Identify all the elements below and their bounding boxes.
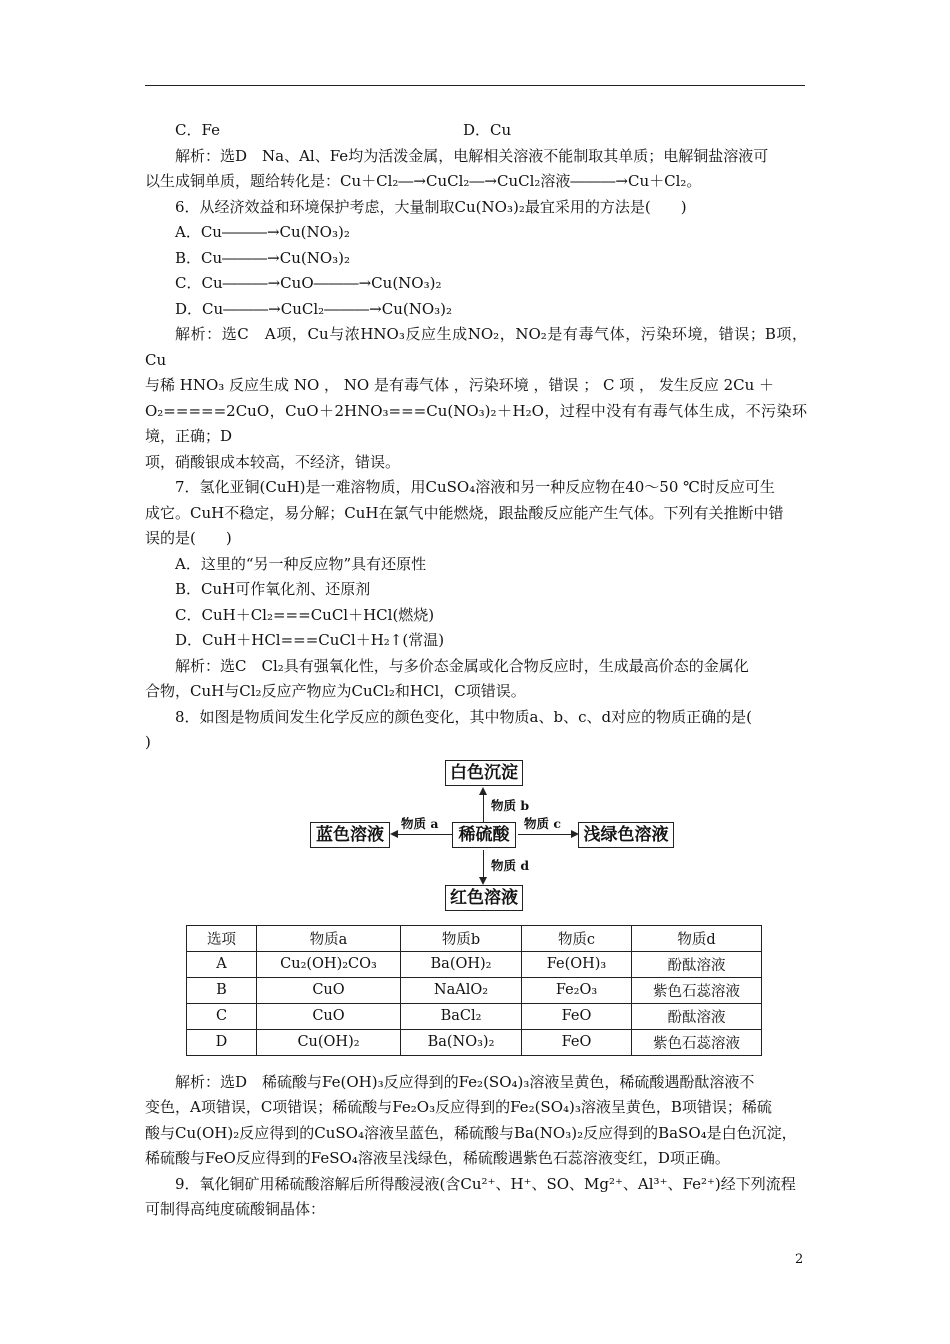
q5-analysis-line: 以生成铜单质，题给转化是：Cu＋Cl₂―→CuCl₂―→CuCl₂溶液―――→Cu＋Cl₂。: [145, 172, 702, 190]
arrow-c-head: [571, 830, 579, 838]
q7-stem-line: 误的是( ): [145, 529, 232, 547]
label-c: 物质 c: [524, 815, 561, 831]
table-cell: CuO: [257, 1003, 401, 1029]
table-cell: Fe₂O₃: [522, 977, 632, 1003]
q8-analysis-line: 稀硫酸与FeO反应得到的FeSO₄溶液呈浅绿色，稀硫酸遇紫色石蕊溶液变红，D项正确。: [145, 1149, 730, 1167]
q6-option-c: C．Cu―――→CuO―――→Cu(NO₃)₂: [175, 274, 442, 292]
table-cell: FeO: [522, 1029, 632, 1055]
table-cell: 酚酞溶液: [632, 951, 762, 977]
q7-option-a: A．这里的“另一种反应物”具有还原性: [175, 554, 427, 573]
label-d: 物质 d: [491, 857, 530, 873]
arrow-a-head: [390, 830, 398, 838]
table-cell: FeO: [522, 1003, 632, 1029]
table-cell: B: [187, 977, 257, 1003]
table-row: [187, 1029, 762, 1055]
label-a: 物质 a: [401, 815, 439, 831]
table-header: 选项: [187, 925, 257, 951]
q7-option-d: D．CuH＋HCl===CuCl＋H₂↑(常温): [175, 631, 445, 649]
box-light-green-solution: 浅绿色溶液: [578, 822, 674, 848]
table-cell: D: [187, 1029, 257, 1055]
q8-analysis-line: 变色，A项错误，C项错误；稀硫酸与Fe₂O₃反应得到的Fe₂(SO₄)₃溶液呈黄色，B项错误；稀硫: [145, 1098, 772, 1116]
table-cell: Fe(OH)₃: [522, 951, 632, 977]
q7-option-c: C．CuH＋Cl₂===CuCl＋HCl(燃烧): [175, 605, 435, 624]
q7-option-b: B．CuH可作氧化剂、还原剂: [175, 580, 371, 598]
q8-options-table: [186, 925, 762, 1056]
header-rule: [145, 85, 805, 86]
table-header: 物质c: [522, 925, 632, 951]
q6-option-d: D．Cu―――→CuCl₂―――→Cu(NO₃)₂: [175, 299, 453, 318]
box-white-precipitate: 白色沉淀: [445, 760, 523, 786]
table-cell: 紫色石蕊溶液: [632, 1029, 762, 1055]
table-cell: Cu(OH)₂: [257, 1029, 401, 1055]
arrow-b-head: [479, 787, 487, 795]
q8-stem-line: ): [145, 733, 151, 751]
q6-stem: 6．从经济效益和环境保护考虑，大量制取Cu(NO₃)₂最宜采用的方法是( ): [175, 197, 687, 216]
box-dilute-sulfuric-acid: 稀硫酸: [452, 822, 516, 848]
q9-stem-line: 可制得高纯度硫酸铜晶体：: [145, 1200, 326, 1218]
table-cell: 紫色石蕊溶液: [632, 977, 762, 1003]
page-content: [145, 118, 807, 1223]
arrow-b-line: [483, 791, 484, 822]
label-b: 物质 b: [491, 797, 530, 813]
q6-analysis-line: 与稀 HNO₃ 反应生成 NO ， NO 是有毒气体 ，污染环境 ，错误 ； C 项 ， 发生反应 2Cu ＋: [145, 376, 775, 394]
table-header: 物质d: [632, 925, 762, 951]
table-row: [187, 1003, 762, 1029]
table-header-row: [187, 925, 762, 951]
table-cell: C: [187, 1003, 257, 1029]
arrow-d-head: [479, 877, 487, 885]
q5-options-row: [145, 118, 807, 144]
q7-stem-line: 成它。CuH不稳定，易分解；CuH在氯气中能燃烧，跟盐酸反应能产生气体。下列有关推断中错: [145, 503, 784, 522]
q9-stem-line: 9．氧化铜矿用稀硫酸溶解后所得酸浸液(含Cu²⁺、H⁺、SO、Mg²⁺、Al³⁺、Fe²⁺)经下列流程: [175, 1174, 796, 1193]
table-cell: BaCl₂: [401, 1003, 522, 1029]
table-cell: Ba(NO₃)₂: [401, 1029, 522, 1055]
q5-option-d: D．Cu: [463, 121, 512, 139]
q6-analysis-line: 项，硝酸银成本较高，不经济，错误。: [145, 452, 401, 471]
table-cell: Ba(OH)₂: [401, 951, 522, 977]
q8-stem-line: 8．如图是物质间发生化学反应的颜色变化，其中物质a、b、c、d对应的物质正确的是(: [175, 707, 752, 726]
table-cell: 酚酞溶液: [632, 1003, 762, 1029]
table-header: 物质a: [257, 925, 401, 951]
q8-analysis-line: 酸与Cu(OH)₂反应得到的CuSO₄溶液呈蓝色，稀硫酸与Ba(NO₃)₂反应得到的BaSO₄是白色沉淀，: [145, 1123, 797, 1142]
q5-option-c: C．Fe: [175, 121, 220, 139]
table-cell: A: [187, 951, 257, 977]
q6-option-a: A．Cu―――→Cu(NO₃)₂: [175, 223, 350, 241]
table-row: [187, 951, 762, 977]
arrow-a-line: [395, 834, 452, 835]
table-cell: CuO: [257, 977, 401, 1003]
q7-analysis-line: 解析：选C Cl₂具有强氧化性，与多价态金属或化合物反应时，生成最高价态的金属化: [175, 656, 749, 675]
box-blue-solution: 蓝色溶液: [310, 822, 390, 848]
q6-analysis-line: 解析：选C A项，Cu与浓HNO₃反应生成NO₂，NO₂是有毒气体，污染环境，错误；B项，Cu: [145, 325, 807, 369]
q5-analysis-line: 解析：选D Na、Al、Fe均为活泼金属，电解相关溶液不能制取其单质；电解铜盐溶液可: [175, 146, 769, 165]
box-red-solution: 红色溶液: [445, 885, 523, 911]
q7-analysis-line: 合物，CuH与Cl₂反应产物应为CuCl₂和HCl，C项错误。: [145, 682, 526, 700]
page-number: 2: [795, 1252, 804, 1267]
q6-option-b: B．Cu―――→Cu(NO₃)₂: [175, 248, 351, 267]
q6-analysis-line: O₂=====2CuO，CuO＋2HNO₃===Cu(NO₃)₂＋H₂O，过程中没有有毒气体生成，不污染环境，正确；D: [145, 401, 807, 445]
reaction-diagram: [145, 760, 807, 918]
arrow-c-line: [518, 834, 573, 835]
q7-stem-line: 7．氢化亚铜(CuH)是一难溶物质，用CuSO₄溶液和另一种反应物在40～50 ℃时反应可生: [175, 478, 775, 496]
q8-analysis-line: 解析：选D 稀硫酸与Fe(OH)₃反应得到的Fe₂(SO₄)₃溶液呈黄色，稀硫酸遇酚酞溶液不: [175, 1072, 755, 1091]
table-cell: NaAlO₂: [401, 977, 522, 1003]
arrow-d-line: [483, 850, 484, 880]
table-header: 物质b: [401, 925, 522, 951]
table-cell: Cu₂(OH)₂CO₃: [257, 951, 401, 977]
table-row: [187, 977, 762, 1003]
